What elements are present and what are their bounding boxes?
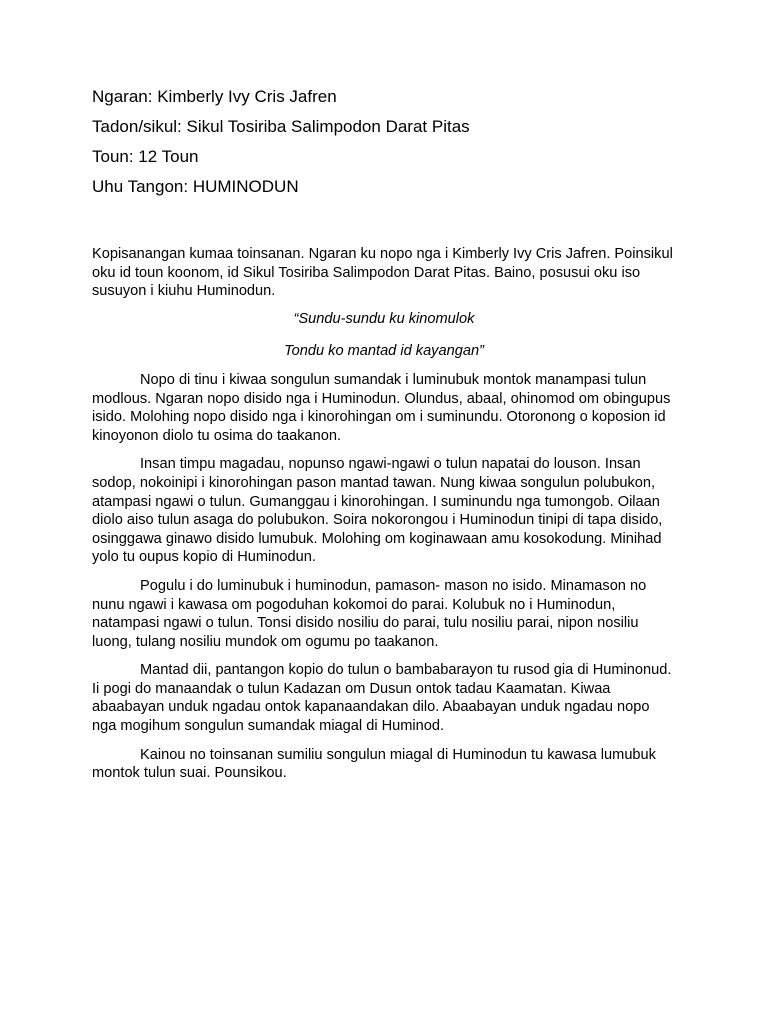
body-paragraph: Mantad dii, pantangon kopio do tulun o bambabarayon tu rusod gia di Huminonud. Ii pogi do manaandak o tulun Kadazan om Dusun ontok tadau Kaamatan. Kiwaa abaabayan unduk ngadau ontok kapanaandakan dilo. Abaabayan unduk ngadau nopo nga mogihum songulun sumandak miagal di Huminod.: [92, 662, 672, 735]
body-paragraph: Insan timpu magadau, nopunso ngawi-ngawi o tulun napatai do louson. Insan sodop, nokoinipi i kinorohingan pason mantad tawan. Nung kiwaa songulun polubukon, atampasi ngawi o tulun. Gumanggau i kinorohingan. I suminundu nga tumongob. Oilaan diolo aiso tulun asaga do polubukon. Soira nokorongou i Huminodun tinipi di tapa disido, osinggawa ginawo disido lumubuk. Molohing om koginawaan amu kosokodung. Minihad yolo tu oupus kopio di Huminodun.: [92, 456, 663, 566]
age-line: Toun: 12 Toun: [92, 147, 199, 166]
topic-line: Uhu Tangon: HUMINODUN: [92, 177, 299, 196]
document-page: [92, 86, 676, 793]
intro-paragraph: Kopisanangan kumaa toinsanan. Ngaran ku nopo nga i Kimberly Ivy Cris Jafren. Poinsikul oku id toun koonom, id Sikul Tosiriba Salimpodon Darat Pitas. Baino, posusui oku iso susuyon i kiuhu Huminodun.: [92, 246, 673, 300]
verse-line: Tondu ko mantad id kayangan”: [284, 343, 484, 360]
body-paragraph: Nopo di tinu i kiwaa songulun sumandak i luminubuk montok manampasi tulun modlous. Ngaran nopo disido nga i Huminodun. Olundus, abaal, ohinomod om obingupus isido. Molohing nopo disido nga i kinorohingan om i suminundu. Otoronong o koposion id kinoyonon diolo tu osima do taakanon.: [92, 371, 671, 444]
school-line: Tadon/sikul: Sikul Tosiriba Salimpodon Darat Pitas: [92, 117, 470, 136]
verse-line: “Sundu-sundu ku kinomulok: [293, 310, 475, 327]
body-paragraph: Kainou no toinsanan sumiliu songulun miagal di Huminodun tu kawasa lumubuk montok tulun suai. Pounsikou.: [92, 746, 656, 782]
body-paragraph: Pogulu i do luminubuk i huminodun, pamason- mason no isido. Minamason no nunu ngawi i kawasa om pogoduhan kokomoi do parai. Kolubuk no i Huminodun, natampasi ngawi o tulun. Tonsi disido nosiliu do parai, tulu nosiliu parai, nipon nosiliu luong, tulang nosiliu mundok om ogumu po taakanon.: [92, 577, 647, 650]
name-line: Ngaran: Kimberly Ivy Cris Jafren: [92, 87, 337, 106]
header-block: [92, 86, 676, 198]
